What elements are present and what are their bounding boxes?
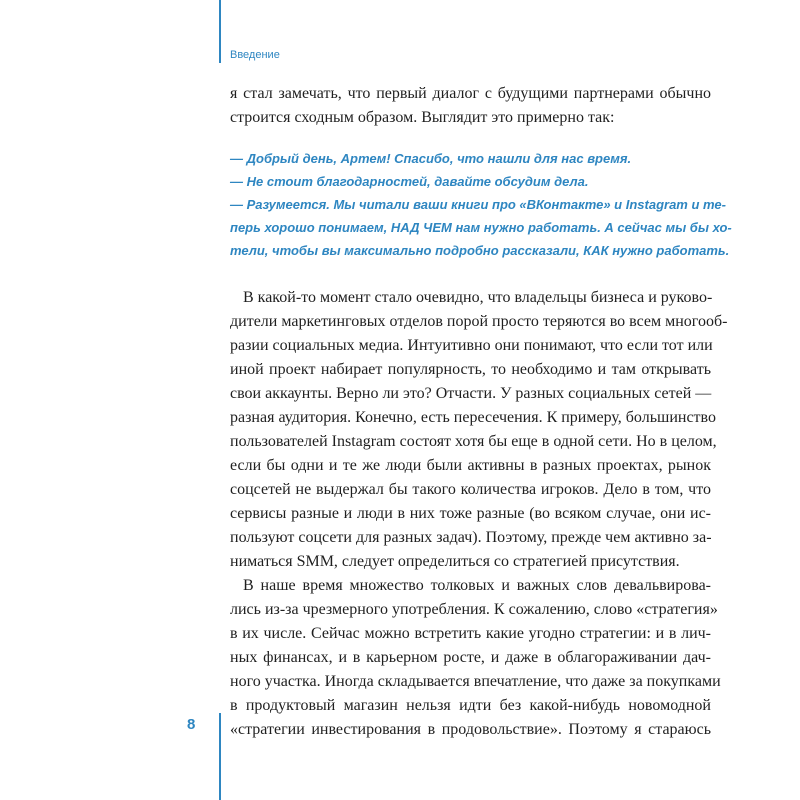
- body-line: если бы одни и те же люди были активны в разных проектах, рынок: [230, 457, 711, 474]
- running-head: Введение: [230, 49, 280, 61]
- body-line: ниматься SMM, следует определиться со стратегией присутствия.: [230, 553, 680, 570]
- body-line: в их числе. Сейчас можно встретить какие угодно стратегии: и в лич-: [230, 625, 711, 642]
- body-line: я стал замечать, что первый диалог с будущими партнерами обычно: [230, 85, 711, 102]
- body-line: лись из-за чрезмерного употребления. К сожалению, слово «стратегия»: [230, 601, 718, 618]
- body-line: свои аккаунты. Верно ли это? Отчасти. У разных социальных сетей —: [230, 385, 712, 402]
- margin-rule-bottom: [219, 713, 221, 800]
- body-line: пользователей Instagram состоят хотя бы еще в одной сети. Но в целом,: [230, 433, 717, 450]
- dialog-line: перь хорошо понимаем, НАД ЧЕМ нам нужно работать. А сейчас мы бы хо-: [230, 220, 732, 235]
- body-line: «стратегии инвестирования в продовольствие». Поэтому я стараюсь: [230, 721, 711, 738]
- dialog-line: — Разумеется. Мы читали ваши книги про «ВКонтакте» и Instagram и те-: [230, 197, 726, 212]
- body-line: разии социальных медиа. Интуитивно они понимают, что если тот или: [230, 337, 713, 354]
- page-number: 8: [187, 716, 196, 733]
- body-line: иной проект набирает популярность, то необходимо и там открывать: [230, 361, 711, 378]
- body-line: дители маркетинговых отделов порой просто теряются во всем многооб-: [230, 313, 728, 330]
- body-line: В какой-то момент стало очевидно, что владельцы бизнеса и руково-: [243, 289, 713, 306]
- body-line: соцсетей не выдержал бы такого количества игроков. Дело в том, что: [230, 481, 711, 498]
- margin-rule-top: [219, 0, 221, 63]
- dialog-line: тели, чтобы вы максимально подробно рассказали, КАК нужно работать.: [230, 243, 730, 258]
- body-line: пользуют соцсети для разных задач). Поэтому, прежде чем активно за-: [230, 529, 712, 546]
- body-line: строится сходным образом. Выглядит это примерно так:: [230, 109, 615, 126]
- dialog-line: — Не стоит благодарностей, давайте обсудим дела.: [230, 174, 589, 189]
- body-line: ных финансах, и в карьерном росте, и даже в облагораживании дач-: [230, 649, 711, 666]
- body-line: сервисы разные и люди в них тоже разные (во всяком случае, они ис-: [230, 505, 711, 522]
- body-line: разная аудитория. Конечно, есть пересечения. К примеру, большинство: [230, 409, 716, 426]
- dialog-line: — Добрый день, Артем! Спасибо, что нашли для нас время.: [230, 151, 632, 166]
- body-line: ного участка. Иногда складывается впечатление, что даже за покупками: [230, 673, 721, 690]
- body-line: в продуктовый магазин нельзя идти без какой-нибудь новомодной: [230, 697, 711, 714]
- body-line: В наше время множество толковых и важных слов девальвирова-: [243, 577, 711, 594]
